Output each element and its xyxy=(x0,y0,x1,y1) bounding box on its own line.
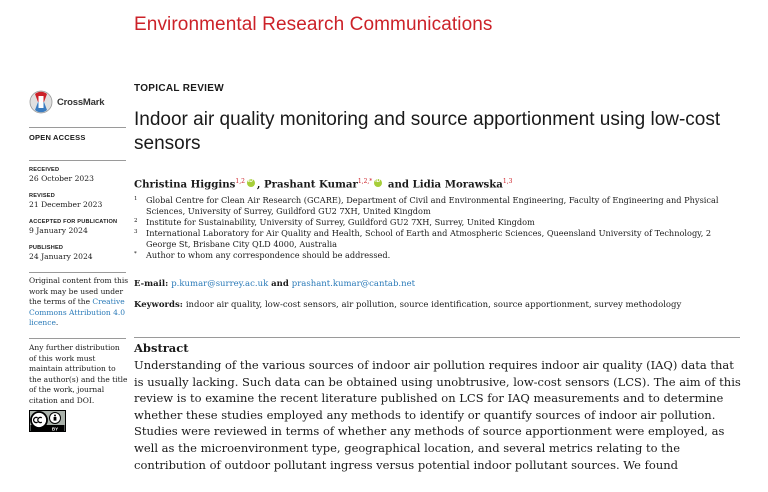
author-affil: 1,3 xyxy=(502,178,513,185)
keywords-text: indoor air quality, low-cost sensors, air pollution, source identification, source apportionment, survey methodology xyxy=(185,300,682,310)
email-line xyxy=(134,279,415,289)
date-value: 21 December 2023 xyxy=(29,200,103,209)
affiliation-number: 1 xyxy=(134,196,138,202)
author-list xyxy=(134,178,734,190)
article-type: TOPICAL REVIEW xyxy=(134,83,224,94)
author-name[interactable]: Christina Higgins xyxy=(134,178,236,191)
author-affil: 1,2,* xyxy=(357,178,373,185)
license-note xyxy=(29,276,129,329)
affiliation-item xyxy=(134,250,734,261)
distribution-note: Any further distribution of this work must maintain attribution to the author(s) and the title of the work, journal citation and DOI. xyxy=(29,343,128,405)
open-access-label: OPEN ACCESS xyxy=(29,133,86,142)
date-label: REVISED xyxy=(29,193,55,199)
author-name[interactable]: Lidia Morawska xyxy=(412,178,503,191)
email-link[interactable]: prashant.kumar@cantab.net xyxy=(291,279,416,289)
abstract-heading: Abstract xyxy=(134,341,189,355)
affiliation-number: 3 xyxy=(134,229,138,235)
email-link[interactable]: p.kumar@surrey.ac.uk xyxy=(171,279,269,289)
license-link[interactable]: Creative Commons Attribution 4.0 licence xyxy=(29,297,126,327)
date-value: 26 October 2023 xyxy=(29,174,94,183)
email-label: E-mail: xyxy=(134,279,172,289)
svg-text:BY: BY xyxy=(51,426,59,432)
divider xyxy=(29,127,126,128)
email-and: and xyxy=(268,279,292,289)
orcid-icon[interactable] xyxy=(247,179,255,187)
affiliation-text: Global Centre for Clean Air Research (GCARE), Department of Civil and Environmental Engineering, Faculty of Engineering and Physical Sciences, University of Surrey, Guildford GU2 7XH, United Kingdom xyxy=(146,195,719,216)
affiliation-text: Institute for Sustainability, University of Surrey, Guildford GU2 7XH, Surrey, United Kingdom xyxy=(146,217,535,227)
divider xyxy=(134,337,740,338)
affiliations xyxy=(134,195,734,261)
date-received xyxy=(29,167,94,183)
affiliation-text: International Laboratory for Air Quality and Health, School of Earth and Atmospheric Sciences, Queensland University of Technology, 2 George St, Brisbane City QLD 4000, Australia xyxy=(146,228,712,249)
date-value: 24 January 2024 xyxy=(29,252,93,261)
crossmark-badge[interactable] xyxy=(29,90,129,114)
keywords-line xyxy=(134,300,734,310)
journal-title[interactable]: Environmental Research Communications xyxy=(134,14,493,35)
crossmark-icon xyxy=(29,90,53,114)
article-title: Indoor air quality monitoring and source apportionment using low-cost sensors xyxy=(134,109,721,154)
cc-by-license-icon[interactable] xyxy=(29,410,66,432)
author-separator: and xyxy=(384,178,413,191)
affiliation-item xyxy=(134,217,734,228)
divider xyxy=(29,160,126,161)
date-revised xyxy=(29,193,102,209)
date-label: RECEIVED xyxy=(29,167,60,173)
license-text: Original content from this work may be used under the terms of the xyxy=(29,276,129,306)
author-separator: , xyxy=(256,178,265,191)
divider xyxy=(29,338,126,339)
affiliation-item xyxy=(134,228,734,250)
keywords-label: Keywords: xyxy=(134,300,186,310)
affiliation-number: * xyxy=(134,251,137,257)
affiliation-item xyxy=(134,195,734,217)
date-published xyxy=(29,245,93,261)
abstract-text: Understanding of the various sources of indoor air pollution requires indoor air quality (IAQ) data that is usually lacking. Such data can be obtained using unobtrusive, low-cost sensors (LCS). The aim of this review is to examine the recent literature published on LCS for IAQ measurements and to determine whether these studies employed any methods to identify or quantify sources of indoor air pollution. Studies were reviewed in terms of whether any methods of source apportionment were employed, as well as the microenvironment type, geographical location, and several metrics relating to the contribution of outdoor pollutant ingress versus potential indoor pollutant sources. We found xyxy=(134,358,741,472)
date-value: 9 January 2024 xyxy=(29,226,88,235)
affiliation-number: 2 xyxy=(134,218,138,224)
date-accepted xyxy=(29,219,117,235)
date-label: PUBLISHED xyxy=(29,245,64,251)
author-affil: 1,2 xyxy=(235,178,245,185)
author-name[interactable]: Prashant Kumar xyxy=(264,178,358,191)
license-end: . xyxy=(55,318,59,327)
affiliation-text: Author to whom any correspondence should be addressed. xyxy=(146,250,391,260)
divider xyxy=(29,272,126,273)
crossmark-label: CrossMark xyxy=(57,96,105,108)
orcid-icon[interactable] xyxy=(374,179,382,187)
date-label: ACCEPTED FOR PUBLICATION xyxy=(29,219,118,225)
